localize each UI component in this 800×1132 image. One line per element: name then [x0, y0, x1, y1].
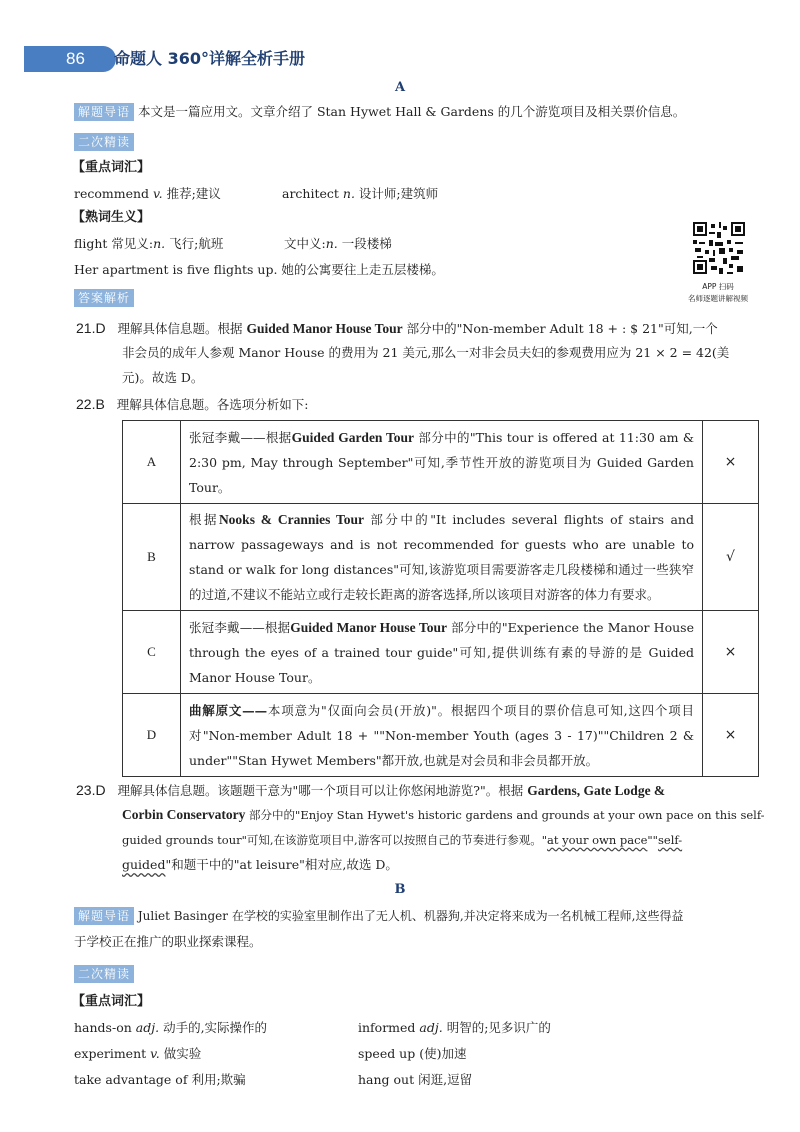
- section-a-intro: [74, 102, 685, 122]
- option-mark: √: [703, 504, 759, 611]
- intro-tag: 解题导语: [74, 907, 134, 925]
- book-title: 命题人 360°详解全析手册: [114, 49, 305, 68]
- option-analysis: 张冠李戴——根据Guided Manor House Tour 部分中的"Experience the Manor House through the eyes of a trained tour guide"可知,提供训练有素的导游的是 Guided Manor House Tour。: [181, 611, 703, 694]
- reading-tag: 二次精读: [74, 965, 134, 983]
- q23-line: guided grounds tour"可知,在该游览项目中,游客可以按照自己的节奏进行参观。"at your own pace""self-: [122, 833, 683, 847]
- q23-line: Corbin Conservatory 部分中的"Enjoy Stan Hywet's historic gardens and grounds at your own pace on this self-: [122, 807, 765, 822]
- q23-number: 23.D: [76, 782, 106, 798]
- reading-tag: 二次精读: [74, 133, 134, 151]
- option-label: B: [123, 504, 181, 611]
- option-analysis: 曲解原文——本项意为"仅面向会员(开放)"。根据四个项目的票价信息可知,这四个项目对"Non-member Adult 18 + ""Non-member Youth (ages 3 - 17)""Children 2 & under""Stan Hywet Members"都开放,也就是对会员和非会员都开放。: [181, 694, 703, 777]
- vocab-item: architect n. 设计师;建筑师: [282, 186, 439, 201]
- q23-line: 23.D 理解具体信息题。该题题干意为"哪一个项目可以让你悠闲地游览?"。根据 Gardens, Gate Lodge &: [76, 782, 666, 798]
- option-analysis: 根据Nooks & Crannies Tour 部分中的"It includes several flights of stairs and narrow passageways and is not recommended for guests who are unable to stand or walk for long distances"可知,该游览项目需要游客走几段楼梯和通过一些狭窄的过道,不建议不能站立或行走较长距离的游客选择,所以该项目对游客的体力有要求。: [181, 504, 703, 611]
- option-label: A: [123, 421, 181, 504]
- vocab-heading: 【重点词汇】: [72, 994, 151, 1009]
- vocab-item: hang out 闲逛,逗留: [358, 1072, 473, 1087]
- option-mark: ×: [703, 611, 759, 694]
- option-label: D: [123, 694, 181, 777]
- option-mark: ×: [703, 421, 759, 504]
- table-row: [123, 611, 759, 694]
- vocab-item: experiment v. 做实验: [74, 1046, 202, 1061]
- vocab-item: speed up (使)加速: [358, 1046, 467, 1061]
- answer-tag-row: [74, 288, 134, 308]
- table-row: [123, 421, 759, 504]
- q21-line: 元)。故选 D。: [122, 370, 204, 385]
- option-mark: ×: [703, 694, 759, 777]
- qr-caption: APP 扫码: [702, 282, 734, 291]
- table-row: [123, 504, 759, 611]
- option-analysis: 张冠李戴——根据Guided Garden Tour 部分中的"This tour is offered at 11:30 am & 2:30 pm, May through September"可知,季节性开放的游览项目为 Guided Garden Tour。: [181, 421, 703, 504]
- qr-caption: 名师逐题讲解视频: [688, 294, 748, 303]
- section-b-intro: 解题导语 Juliet Basinger 在学校的实验室里制作出了无人机、机器狗,并决定将来成为一名机械工程师,这些得益: [74, 906, 683, 926]
- section-b-letter: B: [394, 882, 406, 897]
- q22-analysis-table: [122, 420, 759, 777]
- familiar-example: Her apartment is five flights up. 她的公寓要往上走五层楼梯。: [74, 262, 444, 277]
- q21-line: 非会员的成年人参观 Manor House 的费用为 21 美元,那么一对非会员夫妇的参观费用应为 21 × 2 = 42(美: [122, 345, 730, 360]
- intro-tag: 解题导语: [74, 103, 134, 121]
- familiar-context: 文中义:n. 一段楼梯: [284, 236, 392, 251]
- q21-number: 21.D: [76, 320, 106, 336]
- q22-line: 22.B 理解具体信息题。各选项分析如下:: [76, 396, 309, 412]
- qr-code-icon[interactable]: [693, 222, 745, 274]
- option-label: C: [123, 611, 181, 694]
- familiar-heading: 【熟词生义】: [72, 210, 151, 225]
- table-row: [123, 694, 759, 777]
- intro-text: 本文是一篇应用文。文章介绍了 Stan Hywet Hall & Gardens 的几个游览项目及相关票价信息。: [138, 104, 686, 119]
- answer-tag: 答案解析: [74, 289, 134, 307]
- reading-tag-row: [74, 132, 134, 152]
- q21-line: 21.D 理解具体信息题。根据 Guided Manor House Tour 部分中的"Non-member Adult 18 + : $ 21"可知,一个: [76, 320, 718, 336]
- vocab-item: hands-on adj. 动手的,实际操作的: [74, 1020, 268, 1035]
- page-number: 86: [24, 46, 116, 72]
- section-a-letter: A: [394, 80, 406, 95]
- vocab-item: take advantage of 利用;欺骗: [74, 1072, 246, 1087]
- reading-tag-row: [74, 964, 134, 984]
- familiar-line: flight 常见义:n. 飞行;航班: [74, 236, 224, 251]
- vocab-item: recommend v. 推荐;建议: [74, 186, 221, 201]
- vocab-heading: 【重点词汇】: [72, 160, 151, 175]
- page-header: [0, 44, 800, 74]
- vocab-item: informed adj. 明智的;见多识广的: [358, 1020, 551, 1035]
- section-b-intro: 于学校正在推广的职业探索课程。: [74, 934, 262, 949]
- q23-line: guided"和题干中的"at leisure"相对应,故选 D。: [122, 857, 398, 872]
- q22-number: 22.B: [76, 396, 105, 412]
